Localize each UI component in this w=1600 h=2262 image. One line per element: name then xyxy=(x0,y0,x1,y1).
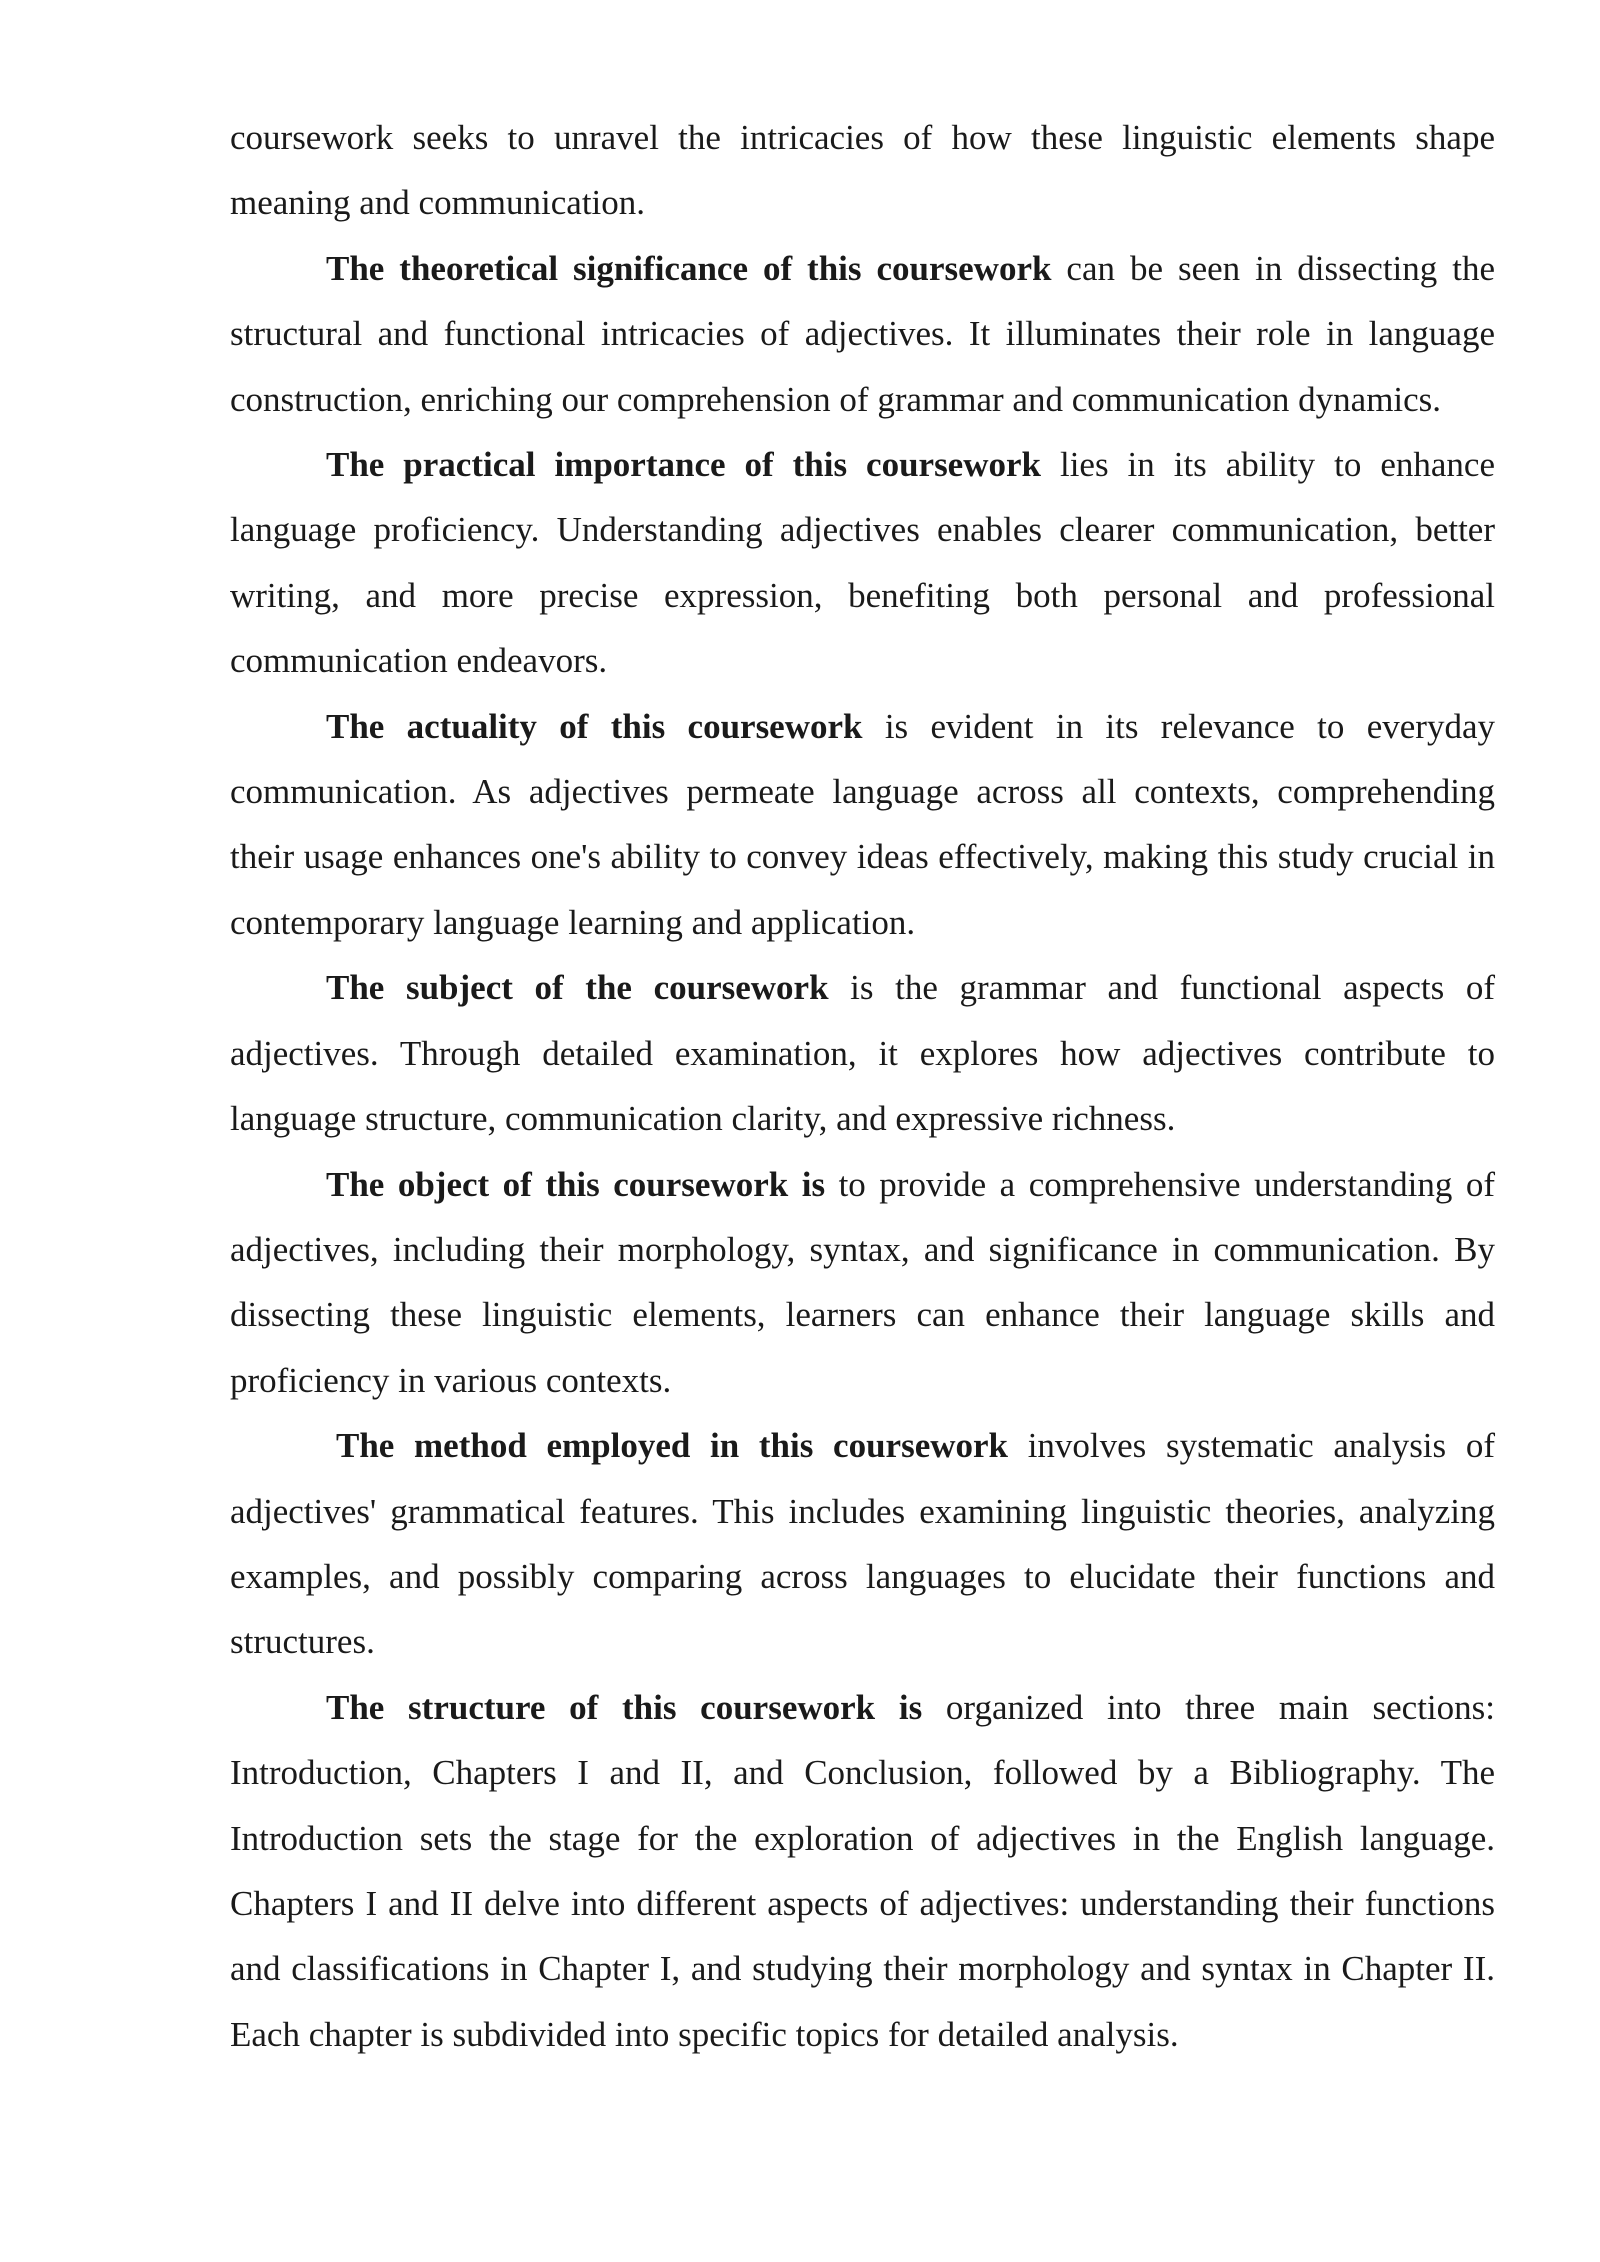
paragraph-method xyxy=(230,1413,1495,1675)
paragraph-subject xyxy=(230,955,1495,1151)
paragraph-object xyxy=(230,1152,1495,1414)
paragraph-lead: The theoretical significance of this coursework xyxy=(326,248,1052,288)
paragraph-practical-importance xyxy=(230,432,1495,694)
paragraph-lead: The object of this coursework is xyxy=(326,1164,826,1204)
paragraph-text: can be seen in dissecting the structural and functional intricacies of adjectives. It illuminates their role in language construction, enriching our comprehension of grammar and communication dynamics. xyxy=(230,248,1495,419)
paragraph-lead: The method employed in this coursework xyxy=(336,1426,1009,1466)
paragraph-text: lies in its ability to enhance language proficiency. Understanding adjectives enables clearer communication, better writing, and more precise expression, benefiting both personal and professional communication endeavors. xyxy=(230,445,1495,681)
paragraph-text: organized into three main sections: Introduction, Chapters I and II, and Conclusion, followed by a Bibliography. The Introduction sets the stage for the exploration of adjectives in the English language. Chapters I and II delve into different aspects of adjectives: understanding their functions and classifications in Chapter I, and studying their morphology and syntax in Chapter II. Each chapter is subdivided into specific topics for detailed analysis. xyxy=(230,1687,1495,2054)
paragraph-structure xyxy=(230,1675,1495,2067)
paragraph-text: is the grammar and functional aspects of adjectives. Through detailed examination, it explores how adjectives contribute to language structure, communication clarity, and expressive richness. xyxy=(230,968,1495,1139)
paragraph-actuality xyxy=(230,694,1495,956)
paragraph-text: is evident in its relevance to everyday communication. As adjectives permeate language across all contexts, comprehending their usage enhances one's ability to convey ideas effectively, making this study crucial in contemporary language learning and application. xyxy=(230,706,1495,942)
paragraph-lead: The actuality of this coursework xyxy=(326,706,863,746)
paragraph-text: to provide a comprehensive understanding of adjectives, including their morphology, syntax, and significance in communication. By dissecting these linguistic elements, learners can enhance their language skills and proficiency in various contexts. xyxy=(230,1164,1496,1400)
paragraph-continuation xyxy=(230,105,1495,236)
paragraph-lead: The structure of this coursework is xyxy=(326,1687,923,1727)
paragraph-text: coursework seeks to unravel the intricacies of how these linguistic elements shape meaning and communication. xyxy=(230,118,1495,223)
paragraph-theoretical-significance xyxy=(230,236,1495,432)
paragraph-lead: The practical importance of this coursework xyxy=(326,445,1041,485)
document-page xyxy=(230,105,1495,2067)
paragraph-lead: The subject of the coursework xyxy=(326,968,829,1008)
paragraph-text: involves systematic analysis of adjectives' grammatical features. This includes examining linguistic theories, analyzing examples, and possibly comparing across languages to elucidate their functions and structures. xyxy=(230,1426,1495,1662)
